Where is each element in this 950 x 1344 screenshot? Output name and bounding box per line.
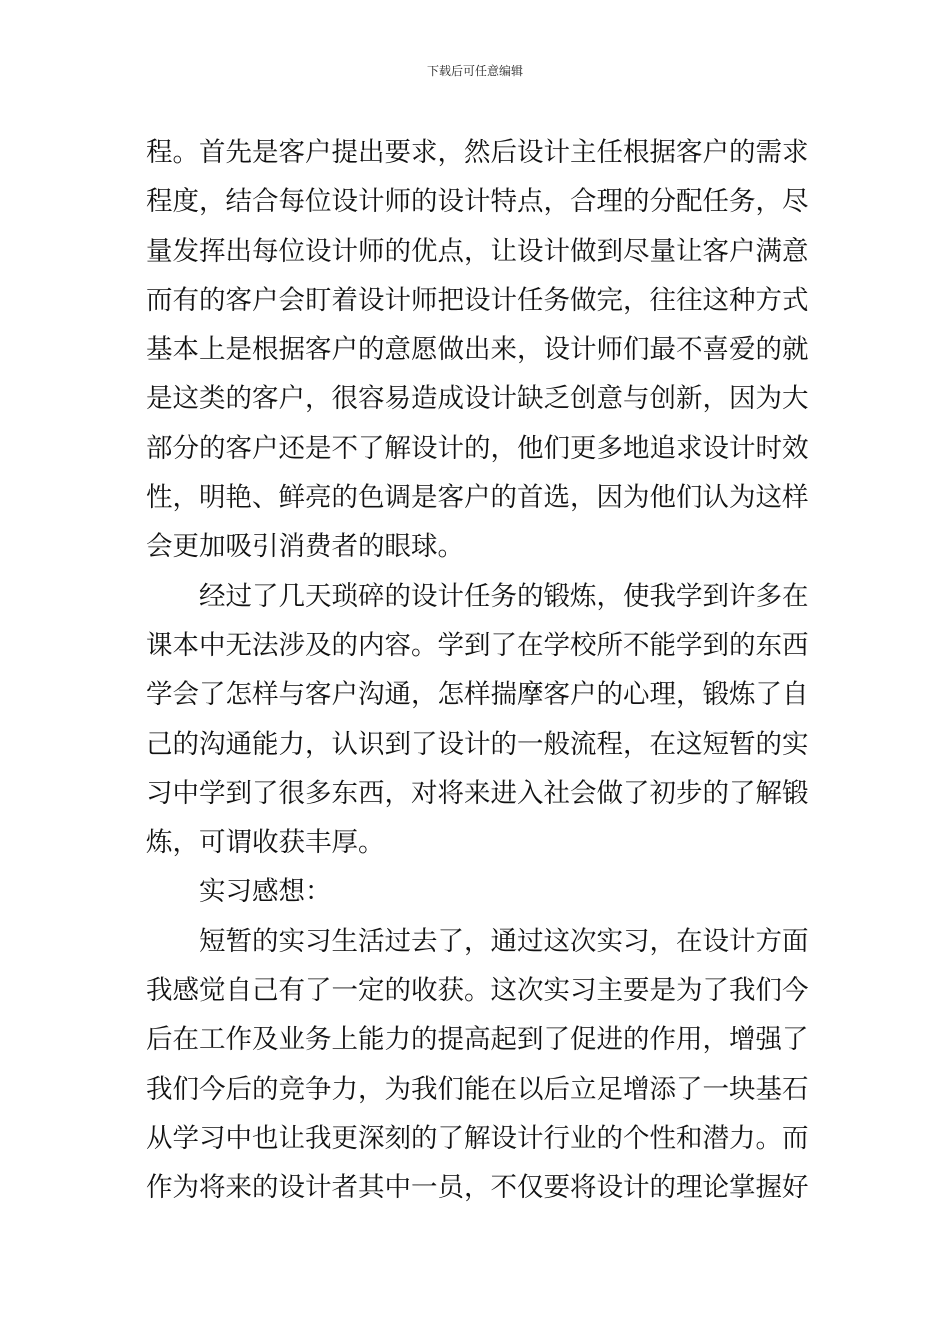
text-line: 己的沟通能力，认识到了设计的一般流程，在这短暂的实 [146, 728, 808, 760]
text-line: 是这类的客户，很容易造成设计缺乏创意与创新，因为大 [146, 383, 808, 415]
paragraph-start-line: 短暂的实习生活过去了，通过这次实习，在设计方面 [199, 925, 808, 957]
text-line: 程度，结合每位设计师的设计特点，合理的分配任务，尽 [146, 186, 808, 218]
paragraph-start-line: 经过了几天琐碎的设计任务的锻炼，使我学到许多在 [199, 580, 808, 612]
text-line: 课本中无法涉及的内容。学到了在学校所不能学到的东西 [146, 629, 808, 661]
text-line: 作为将来的设计者其中一员，不仅要将设计的理论掌握好 [146, 1172, 808, 1204]
text-line: 量发挥出每位设计师的优点，让设计做到尽量让客户满意 [146, 235, 808, 267]
text-line: 会更加吸引消费者的眼球。 [146, 531, 464, 563]
text-line: 我感觉自己有了一定的收获。这次实习主要是为了我们今 [146, 975, 808, 1007]
body-text [146, 128, 808, 1213]
text-line: 从学习中也让我更深刻的了解设计行业的个性和潜力。而 [146, 1122, 808, 1154]
text-line: 我们今后的竞争力，为我们能在以后立足增添了一块基石 [146, 1073, 808, 1105]
text-line: 部分的客户还是不了解设计的，他们更多地追求设计时效 [146, 432, 808, 464]
section-heading: 实习感想： [199, 876, 332, 908]
text-line: 学会了怎样与客户沟通，怎样揣摩客户的心理，锻炼了自 [146, 679, 808, 711]
text-line: 程。首先是客户提出要求，然后设计主任根据客户的需求 [146, 137, 808, 168]
page-header: 下载后可任意编辑 [426, 64, 523, 78]
text-line: 性，明艳、鲜亮的色调是客户的首选，因为他们认为这样 [146, 482, 808, 514]
text-line: 习中学到了很多东西，对将来进入社会做了初步的了解锻 [146, 777, 808, 809]
text-line: 基本上是根据客户的意愿做出来，设计师们最不喜爱的就 [146, 334, 808, 366]
text-line: 而有的客户会盯着设计师把设计任务做完，往往这种方式 [146, 284, 808, 316]
text-line: 炼，可谓收获丰厚。 [146, 827, 385, 859]
text-line: 后在工作及业务上能力的提高起到了促进的作用，增强了 [146, 1024, 808, 1056]
